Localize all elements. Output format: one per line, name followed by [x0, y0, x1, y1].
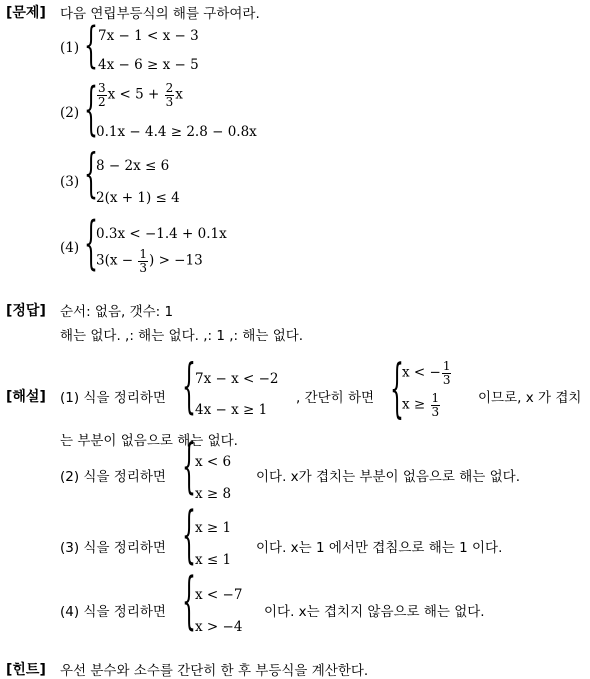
problem-item-3-brace: {: [84, 145, 98, 206]
fraction: [442, 360, 452, 386]
explanation-step-3-a1: x ≥ 1: [195, 520, 232, 536]
answer-line-1: 순서: 없음, 갯수: 1: [60, 304, 174, 320]
explanation-step-2-tail: 이다. x가 겹치는 부분이 없음으로 해는 없다.: [256, 469, 521, 485]
explanation-step-1-continuation: 는 부분이 없음으로 해는 없다.: [60, 433, 238, 449]
problem-item-1-number: (1): [60, 40, 80, 56]
hint-text: 우선 분수와 소수를 간단히 한 후 부등식을 계산한다.: [60, 663, 369, 679]
problem-item-3-number: (3): [60, 174, 80, 190]
problem-item-4-line2: [96, 248, 203, 274]
problem-item-1-line2: 4x − 6 ≥ x − 5: [98, 57, 199, 73]
fraction-denominator: 2: [98, 94, 106, 109]
explanation-step-4-a1: x < −7: [195, 587, 243, 603]
fraction-denominator: 3: [431, 404, 440, 419]
explanation-step-1-lead: (1) 식을 정리하면: [60, 390, 166, 406]
problem-item-4-line1: 0.3x < −1.4 + 0.1x: [96, 226, 227, 242]
problem-item-2-number: (2): [60, 105, 80, 121]
fraction: [97, 82, 107, 108]
fraction-denominator: 3: [442, 372, 451, 387]
explanation-step-2-a1: x < 6: [195, 454, 232, 470]
fraction: [431, 392, 441, 418]
problem-item-3-line1: 8 − 2x ≤ 6: [96, 158, 170, 174]
fraction-numerator: 1: [139, 247, 148, 261]
problem-item-1-brace: {: [84, 19, 98, 75]
explanation-step-2-lead: (2) 식을 정리하면: [60, 469, 166, 485]
fraction-numerator: 1: [442, 359, 451, 373]
explanation-step-1-b1: [402, 360, 452, 386]
fraction-denominator: 3: [139, 260, 148, 275]
problem-item-2-line1: [96, 82, 183, 108]
fraction-numerator: 1: [431, 391, 440, 405]
problem-item-2-brace: {: [84, 78, 98, 144]
problem-instruction: 다음 연립부등식의 해를 구하여라.: [60, 6, 260, 22]
expression-text: x: [175, 86, 183, 103]
fraction-denominator: 3: [165, 94, 174, 109]
expression-text: x < −: [402, 364, 441, 381]
explanation-step-4-brace: {: [182, 568, 196, 639]
explanation-step-3-a2: x ≤ 1: [195, 552, 232, 568]
explanation-step-3-lead: (3) 식을 정리하면: [60, 540, 166, 556]
explanation-step-2-brace: {: [182, 434, 196, 503]
explanation-step-2-a2: x ≥ 8: [195, 486, 232, 502]
explanation-step-3-tail: 이다. x는 1 에서만 겹침으로 해는 1 이다.: [256, 540, 503, 556]
expression-text: ) > −13: [149, 252, 203, 269]
explanation-step-4-lead: (4) 식을 정리하면: [60, 604, 166, 620]
explanation-step-1-brace-a: {: [182, 354, 196, 423]
fraction-numerator: 2: [165, 81, 174, 95]
explanation-step-1-tail: 이므로, x 가 겹치: [478, 390, 582, 406]
problem-item-2-line2: 0.1x − 4.4 ≥ 2.8 − 0.8x: [96, 124, 257, 140]
explanation-step-1-a2: 4x − x ≥ 1: [195, 402, 268, 418]
explanation-step-4-a2: x > −4: [195, 619, 243, 635]
expression-text: 3(x −: [96, 252, 138, 269]
explanation-step-1-b2: [402, 392, 441, 418]
explanation-step-4-tail: 이다. x는 겹치지 않음으로 해는 없다.: [264, 604, 485, 620]
explanation-step-3-brace: {: [182, 502, 196, 573]
problem-item-4-brace: {: [84, 212, 98, 278]
expression-text: x < 5 +: [107, 86, 164, 103]
explanation-step-1-brace-b: {: [390, 354, 404, 427]
hint-label: [힌트]: [6, 662, 46, 678]
answer-label: [정답]: [6, 303, 46, 319]
problem-label: [문제]: [6, 5, 46, 21]
problem-item-1-line1: 7x − 1 < x − 3: [98, 28, 199, 44]
answer-line-2: 해는 없다. ,: 해는 없다. ,: 1 ,: 해는 없다.: [60, 328, 304, 344]
fraction-numerator: 3: [98, 81, 106, 95]
explanation-label: [해설]: [6, 389, 46, 405]
expression-text: x ≥: [402, 396, 430, 413]
explanation-step-1-mid: , 간단히 하면: [296, 390, 375, 406]
problem-item-4-number: (4): [60, 240, 80, 256]
fraction: [138, 248, 148, 274]
fraction: [165, 82, 175, 108]
explanation-step-1-a1: 7x − x < −2: [195, 371, 279, 387]
problem-item-3-line2: 2(x + 1) ≤ 4: [96, 190, 180, 206]
